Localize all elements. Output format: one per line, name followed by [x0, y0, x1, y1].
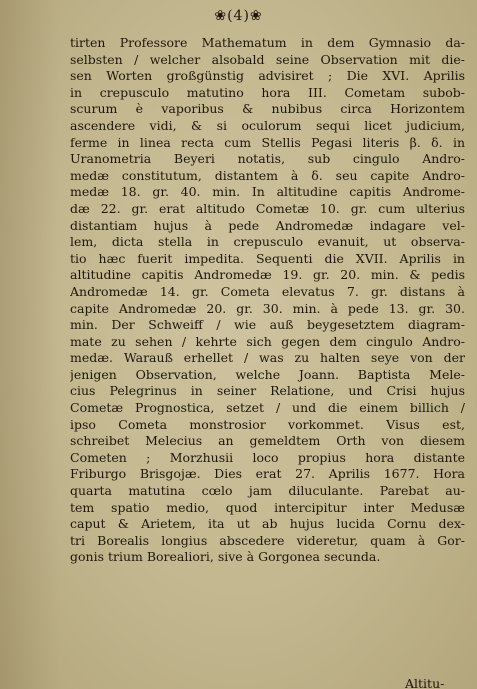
text-line: cius Pelegrinus in seiner Relatione, und Crisi hujus	[70, 383, 465, 399]
text-line: tirten Professore Mathematum in dem Gymnasio da-	[70, 35, 465, 50]
text-line: capite Andromedæ 20. gr. 30. min. à pede 13. gr. 30.	[70, 300, 465, 316]
text-line: lem, dicta stella in crepusculo evanuit, ut observa-	[70, 234, 465, 250]
page-number-header: ❀(4)❀	[214, 8, 263, 24]
text-line: Andromedæ 14. gr. Cometa elevatus 7. gr. distans à	[70, 283, 465, 299]
text-line: sen Worten großgünstig advisiret ; Die XVI. Aprilis	[70, 68, 465, 84]
page-edge-shadow	[0, 0, 60, 689]
text-line: min. Der Schweiff / wie auß beygesetztem diagram-	[70, 317, 465, 333]
text-line: tri Borealis longius abscedere videretur, quam à Gor-	[70, 532, 465, 548]
text-line: distantiam hujus à pede Andromedæ indagare vel-	[70, 217, 465, 233]
text-line: dæ 22. gr. erat altitudo Cometæ 10. gr. cum ulterius	[70, 200, 465, 216]
body-text	[70, 35, 465, 566]
text-line: altitudine capitis Andromedæ 19. gr. 20. min. & pedis	[70, 267, 465, 283]
text-line: ipso Cometa monstrosior vorkommet. Visus est,	[70, 416, 465, 432]
text-line: medæ 18. gr. 40. min. In altitudine capitis Androme-	[70, 184, 465, 200]
text-line: tio hæc fuerit impedita. Sequenti die XVII. Aprilis in	[70, 250, 465, 266]
text-line: medæ constitutum, distantem à δ. seu capite Andro-	[70, 167, 465, 183]
text-line: ascendere vidi, & si oculorum sequi licet judicium,	[70, 117, 465, 133]
text-line: ferme in linea recta cum Stellis Pegasi literis β. δ. in	[70, 134, 465, 150]
text-line: caput & Arietem, ita ut ab hujus lucida Cornu dex-	[70, 516, 465, 532]
text-line: Cometen ; Morzhusii loco propius hora distante	[70, 449, 465, 465]
text-line: medæ. Warauß erhellet / was zu halten seye von der	[70, 350, 465, 366]
text-line: scurum è vaporibus & nubibus circa Horizontem	[70, 101, 465, 117]
text-line: selbsten / welcher alsobald seine Observation mit die-	[70, 51, 465, 67]
text-line: Friburgo Brisgojæ. Dies erat 27. Aprilis 1677. Hora	[70, 466, 465, 482]
text-line: jenigen Observation, welche Joann. Baptista Mele-	[70, 366, 465, 382]
text-line: mate zu sehen / kehrte sich gegen dem cingulo Andro-	[70, 333, 465, 349]
text-line: gonis trium Borealiori, sive à Gorgonea secunda.	[70, 549, 381, 565]
text-line: tem spatio medio, quod intercipitur inter Medusæ	[70, 499, 465, 515]
catchword: Altitu-	[405, 676, 445, 689]
text-line: in crepusculo matutino hora III. Cometam subob-	[70, 84, 465, 100]
text-line: schreibet Melecius an gemeldtem Orth von diesem	[70, 433, 465, 449]
text-line: Uranometria Beyeri notatis, sub cingulo Andro-	[70, 151, 465, 167]
text-line: quarta matutina cœlo jam diluculante. Parebat au-	[70, 483, 465, 499]
text-line: Cometæ Prognostica, setzet / und die einem billich /	[70, 400, 465, 416]
